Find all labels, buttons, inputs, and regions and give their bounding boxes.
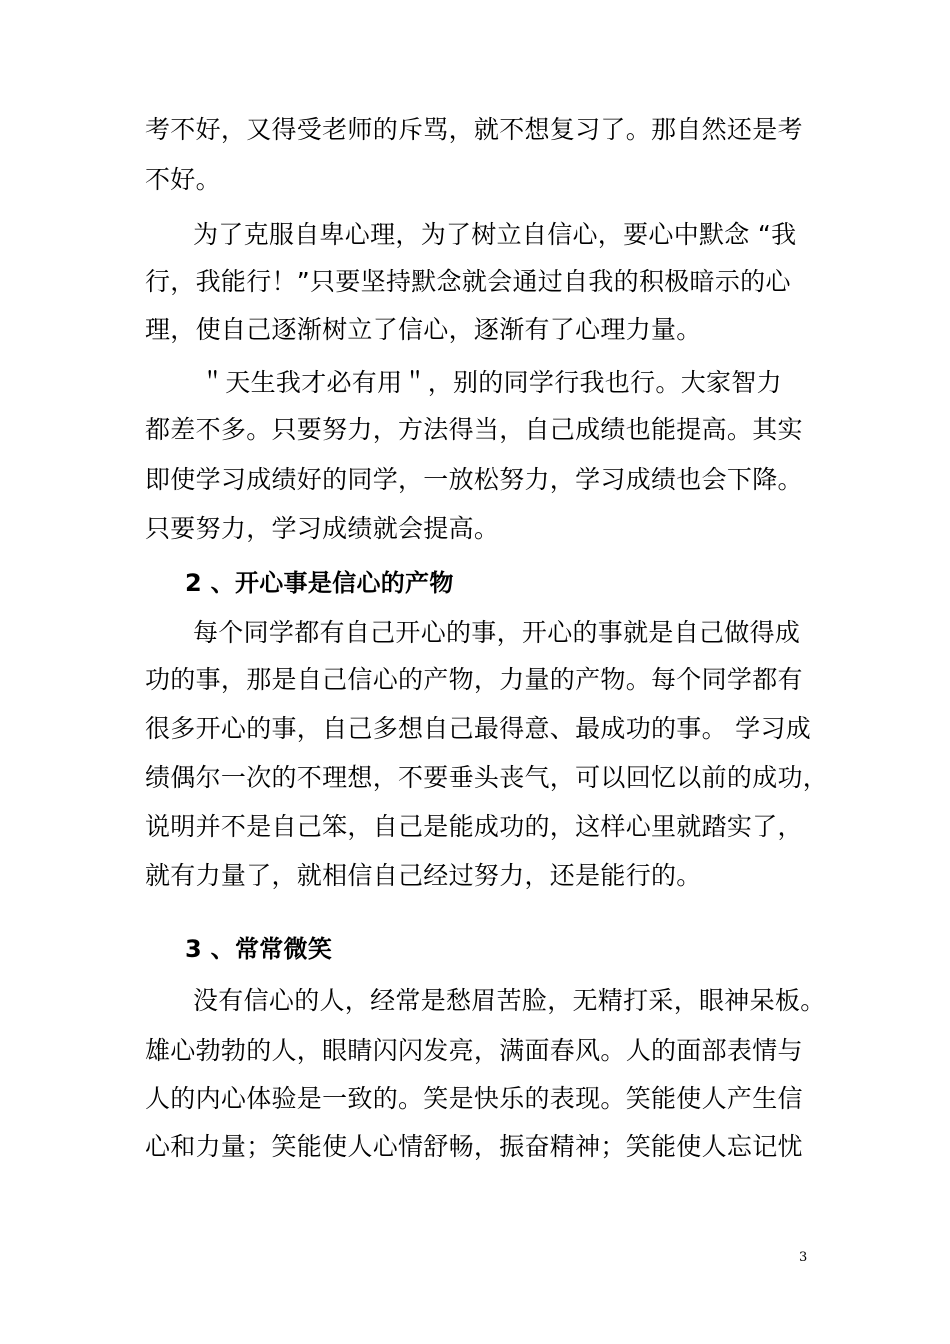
body-text-line: 人的内心体验是一致的。笑是快乐的表现。笑能使人产生信 [145,1084,803,1113]
body-text-line: 雄心勃勃的人，眼睛闪闪发亮，满面春风。人的面部表情与 [145,1036,803,1065]
body-text-line: ＂天生我才必有用＂，别的同学行我也行。大家智力 [200,368,782,397]
section-heading: 3 、常常微笑 [185,935,333,963]
body-text-line: 没有信心的人，经常是愁眉苦脸，无精打采，眼神呆板。 [193,986,826,1015]
body-text-line: 只要努力，学习成绩就会提高。 [145,514,500,543]
body-text-line: 说明并不是自己笨，自己是能成功的，这样心里就踏实了， [145,812,803,841]
page-number: 3 [799,1250,808,1265]
body-text-line: 心和力量；笑能使人心情舒畅，振奋精神；笑能使人忘记忧 [145,1132,803,1161]
body-text-line: 就有力量了，就相信自己经过努力，还是能行的。 [145,861,702,890]
body-text-line: 不好。 [145,165,221,194]
body-text-line: 理，使自己逐渐树立了信心，逐渐有了心理力量。 [145,315,702,344]
body-text-line: 很多开心的事，自己多想自己最得意、最成功的事。 学习成 [145,714,812,743]
body-text-line: 行，我能行！”只要坚持默念就会通过自我的积极暗示的心 [145,267,791,296]
body-text-line: 绩偶尔一次的不理想，不要垂头丧气，可以回忆以前的成功， [145,763,829,792]
body-text-line: 为了克服自卑心理，为了树立自信心，要心中默念 “我 [193,220,797,249]
body-text-line: 即使学习成绩好的同学，一放松努力，学习成绩也会下降。 [145,465,803,494]
body-text-line: 考不好，又得受老师的斥骂，就不想复习了。那自然还是考 [145,115,803,144]
body-text-line: 每个同学都有自己开心的事，开心的事就是自己做得成 [193,618,801,647]
body-text-line: 都差不多。只要努力，方法得当，自己成绩也能提高。其实 [145,415,803,444]
body-text-line: 功的事，那是自己信心的产物，力量的产物。每个同学都有 [145,665,803,694]
section-heading: 2 、开心事是信心的产物 [185,569,454,597]
